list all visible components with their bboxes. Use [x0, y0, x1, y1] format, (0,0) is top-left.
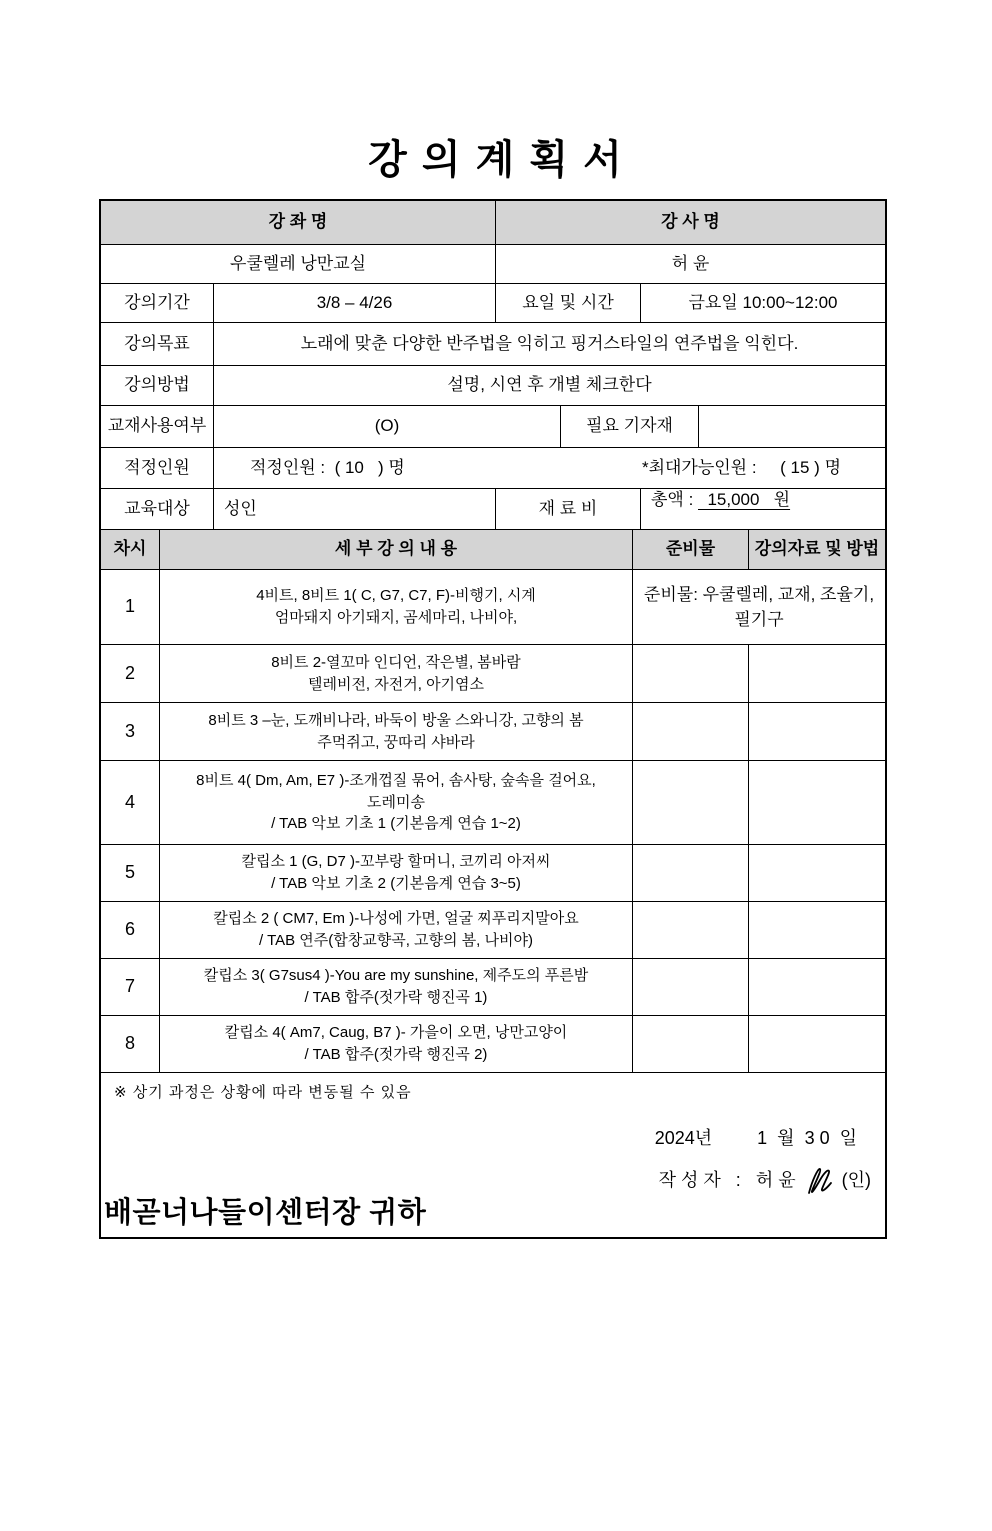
- equipment-value: [699, 406, 885, 447]
- instructor-name-value: 허 윤: [671, 253, 710, 273]
- content-line: / TAB 합주(젓가락 행진곡 1): [304, 989, 488, 1006]
- session-number: 8: [101, 1016, 160, 1072]
- material-fee-label: 재 료 비: [496, 489, 641, 529]
- recipient: 배곧너나들이센터장 귀하: [104, 1197, 427, 1230]
- session-number: 5: [101, 845, 160, 901]
- textbook-row: [101, 406, 885, 448]
- goal-label: 강의목표: [101, 323, 214, 365]
- method-value: 설명, 시연 후 개별 체크한다: [447, 375, 652, 395]
- supplies-note-line: 준비물: 우쿨렐레, 교재, 조율기,: [643, 584, 875, 604]
- session-number: 6: [101, 902, 160, 958]
- content-line: 8비트 4( Dm, Am, E7 )-조개껍질 묶어, 솜사탕, 숲속을 걸어요,: [196, 771, 596, 789]
- schedule-row-8: [101, 1016, 885, 1073]
- content-line: / TAB 연주(합창교향곡, 고향의 봄, 나비야): [259, 932, 533, 949]
- lecture-plan-table: [99, 199, 887, 1239]
- content-line: 칼립소 3( G7sus4 )-You are my sunshine, 제주도의 푸른밤: [203, 967, 589, 985]
- goal-row: [101, 323, 885, 366]
- session-content: [160, 761, 633, 844]
- textbook-label: 교재사용여부: [101, 406, 214, 447]
- session-content: [160, 902, 633, 958]
- content-line: / TAB 악보 기초 2 (기본음계 연습 3~5): [271, 875, 521, 892]
- schedule-row-3: [101, 703, 885, 761]
- session-number: 7: [101, 959, 160, 1015]
- content-line: / TAB 악보 기초 1 (기본음계 연습 1~2): [271, 815, 521, 833]
- session-content: [160, 845, 633, 901]
- schedule-header-row: [101, 530, 885, 570]
- content-header: 세 부 강 의 내 용: [160, 530, 633, 569]
- session-content: [160, 1016, 633, 1072]
- period-row: [101, 284, 885, 323]
- content-line: 칼립소 1 (G, D7 )-꼬부랑 할머니, 코끼리 아저씨: [241, 853, 551, 871]
- material-total-value: 15,000 원: [698, 490, 791, 509]
- target-row: [101, 489, 885, 530]
- materials-cell: [749, 1016, 885, 1072]
- supplies-note-cell: [633, 570, 885, 644]
- session-number: 1: [101, 570, 160, 644]
- schedule-row-7: [101, 959, 885, 1016]
- content-line: 주먹쥐고, 꿍따리 샤바라: [317, 733, 475, 751]
- capacity-label: 적정인원: [101, 448, 214, 488]
- supplies-cell: [633, 645, 749, 702]
- method-row: [101, 366, 885, 406]
- schedule-row-6: [101, 902, 885, 959]
- seal-label: (인): [841, 1170, 871, 1191]
- supplies-cell: [633, 845, 749, 901]
- target-value: 성인: [214, 489, 496, 529]
- supplies-cell: [633, 902, 749, 958]
- period-value: 3/8 – 4/26: [214, 284, 496, 322]
- session-number: 4: [101, 761, 160, 844]
- content-line: 8비트 2-열꼬마 인디언, 작은별, 봄바람: [271, 653, 521, 671]
- schedule-row-1: [101, 570, 885, 645]
- signature-icon: [802, 1163, 840, 1199]
- session-content: [160, 570, 633, 644]
- author-line: [659, 1163, 871, 1199]
- capacity-value-cell: [214, 448, 885, 488]
- names-row: [101, 245, 885, 284]
- day-time-label: 요일 및 시간: [496, 284, 641, 322]
- materials-cell: [749, 703, 885, 760]
- footer-row: [101, 1073, 885, 1237]
- instructor-name-header: 강 사 명: [496, 201, 885, 244]
- supplies-cell: [633, 959, 749, 1015]
- goal-value: 노래에 맞춘 다양한 반주법을 익히고 핑거스타일의 연주법을 익힌다.: [300, 333, 799, 353]
- equipment-label: 필요 기자재: [561, 406, 699, 447]
- schedule-row-2: [101, 645, 885, 703]
- capacity-standard: 적정인원 : ( 10 ) 명: [250, 457, 405, 477]
- supplies-note-line: 필기구: [734, 610, 784, 629]
- content-line: 엄마돼지 아기돼지, 곰세마리, 나비야,: [274, 609, 518, 626]
- session-header: 차시: [101, 530, 160, 569]
- session-content: [160, 959, 633, 1015]
- schedule-row-5: [101, 845, 885, 902]
- materials-header: 강의자료 및 방법: [749, 530, 885, 569]
- content-line: 도레미송: [367, 793, 425, 811]
- capacity-max: *최대가능인원 : ( 15 ) 명: [641, 457, 841, 477]
- info-header-row: [101, 201, 885, 245]
- content-line: 8비트 3 –눈, 도깨비나라, 바둑이 방울 스와니강, 고향의 봄: [208, 711, 584, 729]
- supplies-cell: [633, 761, 749, 844]
- session-content: [160, 703, 633, 760]
- course-name-header: 강 좌 명: [101, 201, 496, 244]
- page-title: 강 의 계 획 서: [368, 138, 624, 182]
- supplies-header: 준비물: [633, 530, 749, 569]
- content-line: 4비트, 8비트 1( C, G7, C7, F)-비행기, 시계: [256, 587, 536, 605]
- content-line: 텔레비전, 자전거, 아기염소: [307, 675, 485, 693]
- content-line: 칼립소 2 ( CM7, Em )-나성에 가면, 얼굴 찌푸리지말아요: [213, 910, 579, 928]
- method-label: 강의방법: [101, 366, 214, 405]
- material-total-cell: [641, 489, 885, 529]
- author-label: 작 성 자 :: [658, 1170, 756, 1191]
- period-label: 강의기간: [101, 284, 214, 322]
- materials-cell: [749, 845, 885, 901]
- session-number: 2: [101, 645, 160, 702]
- session-content: [160, 645, 633, 702]
- session-number: 3: [101, 703, 160, 760]
- day-time-value: 금요일 10:00~12:00: [688, 292, 838, 312]
- material-total-label: 총액 :: [651, 490, 699, 509]
- content-line: 칼립소 4( Am7, Caug, B7 )- 가을이 오면, 낭만고양이: [224, 1024, 568, 1042]
- materials-cell: [749, 959, 885, 1015]
- author-name: 허 윤: [755, 1170, 796, 1191]
- materials-cell: [749, 645, 885, 702]
- document-date: 2024년 1 월 3 0 일: [654, 1128, 857, 1148]
- content-line: / TAB 합주(젓가락 행진곡 2): [304, 1046, 488, 1063]
- materials-cell: [749, 902, 885, 958]
- course-name-value: 우쿨렐레 낭만교실: [101, 245, 496, 283]
- materials-cell: [749, 761, 885, 844]
- textbook-value: (O): [214, 406, 561, 447]
- supplies-cell: [633, 1016, 749, 1072]
- footer-cell: [101, 1073, 885, 1237]
- schedule-row-4: [101, 761, 885, 845]
- capacity-row: [101, 448, 885, 489]
- change-notice: ※ 상기 과정은 상황에 따라 변동될 수 있음: [114, 1084, 412, 1101]
- target-label: 교육대상: [101, 489, 214, 529]
- supplies-cell: [633, 703, 749, 760]
